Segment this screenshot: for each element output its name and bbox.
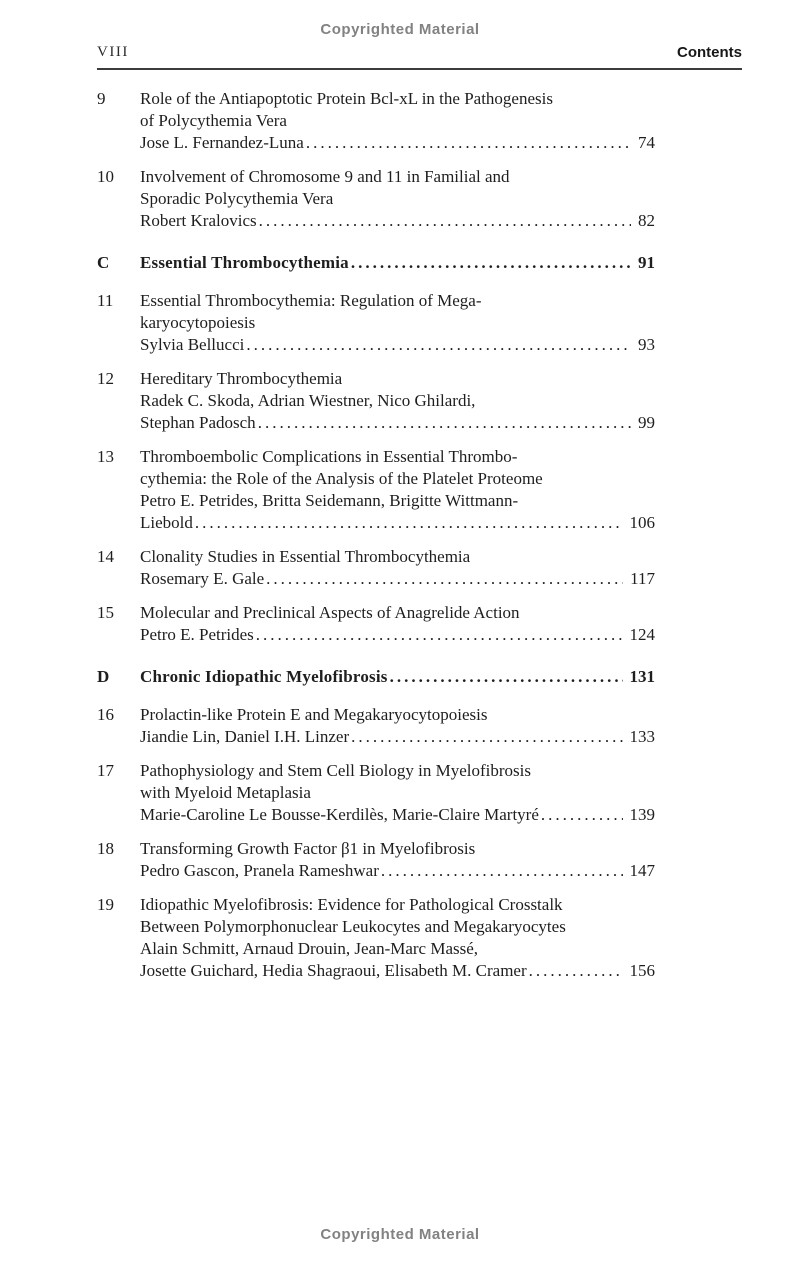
toc-entry xyxy=(97,368,655,434)
dot-leader xyxy=(529,960,623,982)
toc-entry-leader-text: Jose L. Fernandez-Luna xyxy=(140,133,304,152)
page-number-folio: VIII xyxy=(97,44,129,60)
toc-entry-leader-row xyxy=(140,568,655,590)
toc-entry-number: 19 xyxy=(97,895,114,914)
toc-entry-leader-text: Stephan Padosch xyxy=(140,413,256,432)
toc-entry xyxy=(97,88,655,154)
toc-entry-leader-text: Marie-Caroline Le Bousse-Kerdilès, Marie-Claire Martyré xyxy=(140,805,539,824)
dot-leader xyxy=(390,666,623,688)
toc-entry-body xyxy=(140,602,655,646)
dot-leader xyxy=(195,512,623,534)
toc-entry-number: 10 xyxy=(97,167,114,186)
toc-entry-number: 17 xyxy=(97,761,114,780)
toc-entry-title-lines xyxy=(140,704,655,726)
toc-entry-title-lines xyxy=(140,546,655,568)
toc-entry xyxy=(97,252,655,274)
toc-entry-leader-text: Sylvia Bellucci xyxy=(140,335,245,354)
toc-title-line: Thromboembolic Complications in Essential Thrombo- xyxy=(140,447,518,466)
toc-entry-number: 16 xyxy=(97,705,114,724)
toc-entry-page-number: 91 xyxy=(638,253,655,272)
toc-entry-page-number: 106 xyxy=(629,513,655,532)
toc-title-line: Idiopathic Myelofibrosis: Evidence for Pathological Crosstalk xyxy=(140,895,563,914)
toc-entry xyxy=(97,894,655,982)
dot-leader xyxy=(351,252,631,274)
toc-title-line: Pathophysiology and Stem Cell Biology in Myelofibrosis xyxy=(140,761,531,780)
toc-entry xyxy=(97,602,655,646)
running-title: Contents xyxy=(677,44,742,61)
toc-entry-leader-text: Jiandie Lin, Daniel I.H. Linzer xyxy=(140,727,350,746)
toc-entry-page-number: 156 xyxy=(629,961,655,980)
toc-entry-page-number: 99 xyxy=(638,413,655,432)
toc-title-line: karyocytopoiesis xyxy=(140,313,256,332)
toc-entry-title-lines xyxy=(140,368,655,412)
toc-entry-leader-row xyxy=(140,412,655,434)
toc-entry-number: 13 xyxy=(97,447,114,466)
toc-entry-page-number: 117 xyxy=(630,569,655,588)
toc-entry-number: 12 xyxy=(97,369,114,388)
toc-entry-body xyxy=(140,252,655,274)
toc-entry-title-lines xyxy=(140,446,655,512)
toc-entry-body xyxy=(140,666,655,688)
toc-entry-page-number: 124 xyxy=(629,625,655,644)
toc-title-line: Molecular and Preclinical Aspects of Anagrelide Action xyxy=(140,603,520,622)
toc-entry-body xyxy=(140,838,655,882)
toc-entry-leader-row xyxy=(140,860,655,882)
toc-entry xyxy=(97,838,655,882)
dot-leader xyxy=(266,568,623,590)
toc-entry-page-number: 82 xyxy=(638,211,655,230)
toc-title-line: Between Polymorphonuclear Leukocytes and Megakaryocytes xyxy=(140,917,566,936)
toc-title-line: Alain Schmitt, Arnaud Drouin, Jean-Marc Massé, xyxy=(140,939,479,958)
dot-leader xyxy=(351,726,622,748)
toc-entry xyxy=(97,290,655,356)
toc-title-line: Petro E. Petrides, Britta Seidemann, Brigitte Wittmann- xyxy=(140,491,519,510)
toc-entry-title-lines xyxy=(140,838,655,860)
toc-entry-leader-row xyxy=(140,132,655,154)
toc-entry-leader-text: Liebold xyxy=(140,513,193,532)
toc-title-line: Role of the Antiapoptotic Protein Bcl-xL in the Pathogenesis xyxy=(140,89,553,108)
toc-entry-number: 18 xyxy=(97,839,114,858)
toc-entry-leader-text: Petro E. Petrides xyxy=(140,625,254,644)
toc-entry-title-lines xyxy=(140,290,655,334)
toc-title-line: Radek C. Skoda, Adrian Wiestner, Nico Ghilardi, xyxy=(140,391,476,410)
toc-entry-page-number: 93 xyxy=(638,335,655,354)
toc-entry-body xyxy=(140,166,655,232)
toc-entry-page-number: 147 xyxy=(629,861,655,880)
toc-entry-body xyxy=(140,704,655,748)
toc-title-line: with Myeloid Metaplasia xyxy=(140,783,311,802)
toc-entry xyxy=(97,704,655,748)
toc-entry-body xyxy=(140,760,655,826)
toc-title-line: Sporadic Polycythemia Vera xyxy=(140,189,334,208)
toc-entry-leader-row xyxy=(140,210,655,232)
toc-entry-number: 14 xyxy=(97,547,114,566)
toc-entry-page-number: 139 xyxy=(629,805,655,824)
toc-entry xyxy=(97,760,655,826)
toc-entry xyxy=(97,446,655,534)
toc-entry-body xyxy=(140,88,655,154)
dot-leader xyxy=(541,804,623,826)
toc-entry-body xyxy=(140,368,655,434)
dot-leader xyxy=(381,860,623,882)
toc-title-line: of Polycythemia Vera xyxy=(140,111,287,130)
toc-entry-title-lines xyxy=(140,166,655,210)
dot-leader xyxy=(246,334,631,356)
toc-title-line: Prolactin-like Protein E and Megakaryocytopoiesis xyxy=(140,705,488,724)
page-header xyxy=(97,44,742,70)
toc-entry-number: 9 xyxy=(97,89,106,108)
toc-entry-body xyxy=(140,894,655,982)
toc-entry-title-lines xyxy=(140,88,655,132)
toc-entry-leader-row xyxy=(140,666,655,688)
dot-leader xyxy=(256,624,623,646)
toc-entry-number: 15 xyxy=(97,603,114,622)
toc-title-line: Essential Thrombocythemia: Regulation of Mega- xyxy=(140,291,482,310)
toc-entry-leader-row xyxy=(140,512,655,534)
toc-entry-page-number: 74 xyxy=(638,133,655,152)
toc-entry-leader-row xyxy=(140,726,655,748)
toc-entry xyxy=(97,546,655,590)
toc-entry-page-number: 131 xyxy=(629,667,655,686)
toc-entry-title-lines xyxy=(140,602,655,624)
toc-title-line: Involvement of Chromosome 9 and 11 in Familial and xyxy=(140,167,510,186)
toc-entry-leader-row xyxy=(140,960,655,982)
toc-list xyxy=(97,88,655,994)
toc-entry-leader-text: Chronic Idiopathic Myelofibrosis xyxy=(140,667,388,686)
toc-title-line: Hereditary Thrombocythemia xyxy=(140,369,343,388)
toc-entry-leader-text: Essential Thrombocythemia xyxy=(140,253,349,272)
toc-entry-number: D xyxy=(97,667,110,686)
toc-entry xyxy=(97,166,655,232)
toc-entry-number: C xyxy=(97,253,110,272)
toc-entry-leader-text: Robert Kralovics xyxy=(140,211,257,230)
copyright-watermark-bottom: Copyrighted Material xyxy=(320,1226,480,1243)
toc-title-line: cythemia: the Role of the Analysis of the Platelet Proteome xyxy=(140,469,543,488)
dot-leader xyxy=(259,210,631,232)
toc-entry-leader-row xyxy=(140,252,655,274)
dot-leader xyxy=(306,132,631,154)
toc-entry-leader-text: Josette Guichard, Hedia Shagraoui, Elisabeth M. Cramer xyxy=(140,961,527,980)
toc-title-line: Clonality Studies in Essential Thrombocythemia xyxy=(140,547,471,566)
toc-entry-title-lines xyxy=(140,760,655,804)
toc-entry-leader-text: Pedro Gascon, Pranela Rameshwar xyxy=(140,861,379,880)
toc-entry-leader-row xyxy=(140,334,655,356)
toc-entry-body xyxy=(140,290,655,356)
toc-entry-leader-text: Rosemary E. Gale xyxy=(140,569,265,588)
toc-entry-body xyxy=(140,546,655,590)
toc-entry-number: 11 xyxy=(97,291,114,310)
toc-entry-body xyxy=(140,446,655,534)
toc-entry xyxy=(97,666,655,688)
toc-title-line: Transforming Growth Factor β1 in Myelofibrosis xyxy=(140,839,476,858)
toc-entry-leader-row xyxy=(140,624,655,646)
toc-entry-title-lines xyxy=(140,894,655,960)
toc-entry-page-number: 133 xyxy=(629,727,655,746)
toc-entry-leader-row xyxy=(140,804,655,826)
copyright-watermark-top: Copyrighted Material xyxy=(320,21,480,38)
dot-leader xyxy=(258,412,631,434)
